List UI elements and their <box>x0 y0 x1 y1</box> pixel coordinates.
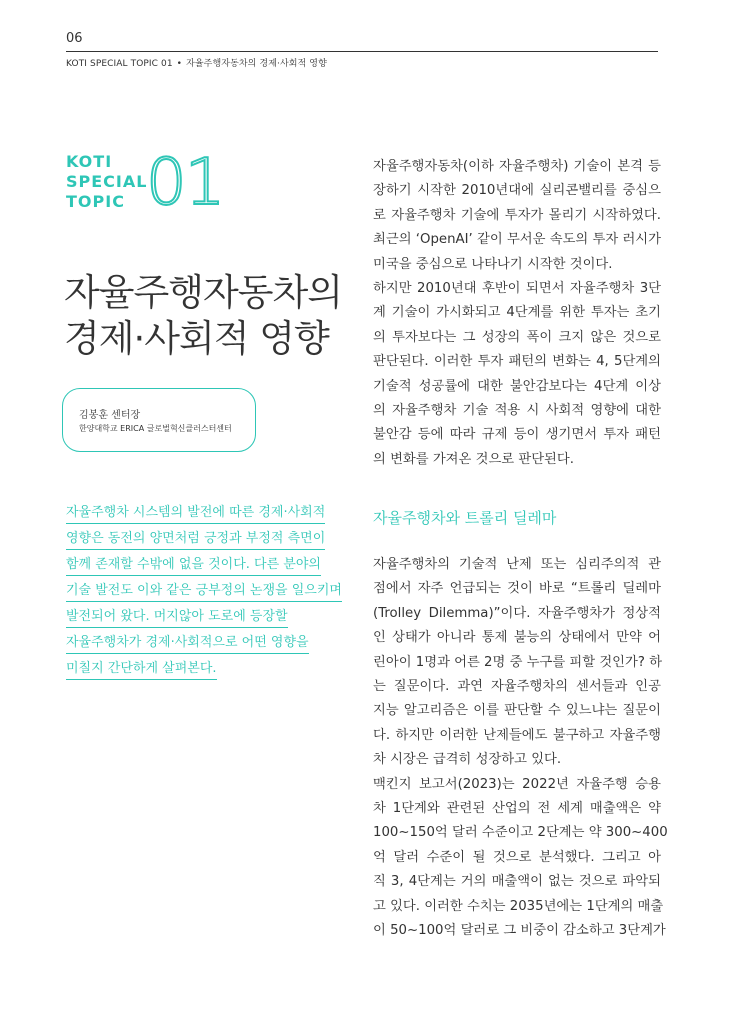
body-line: 고 있다. 이러한 수치는 2035년에는 1단계의 매출 <box>373 898 664 914</box>
summary-line: 미칠지 간단하게 살펴본다. <box>66 659 217 680</box>
body-line: 계 기술이 가시화되고 4단계를 위한 투자는 초기 <box>373 305 661 321</box>
topic-label-line: SPECIAL <box>66 172 148 191</box>
body-line: 자율주행자동차(이하 자율주행차) 기술이 본격 등 <box>373 159 661 174</box>
body-line: 는 질문이다. 과연 자율주행차의 센서들과 인공 <box>373 679 661 695</box>
title-line: 경제·사회적 영향 <box>64 317 329 360</box>
page-number: 06 <box>66 31 83 46</box>
body-line: 이 50~100억 달러로 그 비중이 감소하고 3단계가 <box>373 923 666 939</box>
body-line: 직 3, 4단계는 거의 매출액이 없는 것으로 파악되 <box>373 874 661 890</box>
running-head <box>66 56 327 69</box>
summary <box>66 501 342 683</box>
body-paragraph-2 <box>373 553 668 944</box>
author-affiliation: 한양대학교 ERICA 글로벌혁신클러스터센터 <box>79 424 232 433</box>
topic-label <box>66 152 156 212</box>
body-line: 판단된다. 이러한 투자 패턴의 변화는 4, 5단계의 <box>373 354 661 370</box>
body-line: (Trolley Dilemma)”이다. 자율주행차가 정상적 <box>373 605 661 621</box>
author-name: 김봉훈 센터장 <box>79 410 141 421</box>
body-line: 다. 하지만 이러한 난제들에도 불구하고 자율주행 <box>373 727 661 743</box>
summary-line: 발전되어 왔다. 머지않아 도로에 등장할 <box>66 607 288 628</box>
body-line: 점에서 자주 언급되는 것이 바로 “트롤리 딜레마 <box>373 581 661 597</box>
summary-line: 기술 발전도 이와 같은 긍부정의 논쟁을 일으키며 <box>66 581 342 602</box>
body-line: 로 자율주행차 기술에 투자가 몰리기 시작하였다. <box>373 207 661 223</box>
body-line: 인 상태가 아니라 통제 불능의 상태에서 만약 어 <box>373 630 661 646</box>
summary-line: 함께 존재할 수밖에 없을 것이다. 다른 분야의 <box>66 555 321 576</box>
body-line: 차 시장은 급격히 성장하고 있다. <box>373 752 562 768</box>
body-line: 미국을 중심으로 나타나기 시작한 것이다. <box>373 256 613 272</box>
summary-line: 영향은 동전의 양면처럼 긍정과 부정적 측면이 <box>66 529 325 550</box>
header-rule <box>66 51 658 52</box>
body-line: 최근의 ‘OpenAI’ 같이 무서운 속도의 투자 러시가 <box>373 232 661 248</box>
body-line: 100~150억 달러 수준이고 2단계는 약 300~400 <box>373 825 668 841</box>
section-heading: 자율주행차와 트롤리 딜레마 <box>373 509 557 527</box>
article-title-short: 자율주행자동차의 경제·사회적 영향 <box>186 59 327 69</box>
body-line: 불안감 등에 따라 규제 등이 생기면서 투자 패턴 <box>373 427 661 443</box>
body-line: 하지만 2010년대 후반이 되면서 자율주행차 3단 <box>373 281 661 297</box>
topic-label-line: TOPIC <box>66 192 125 211</box>
separator: • <box>176 59 183 69</box>
title-line: 자율주행자동차의 <box>64 271 342 314</box>
summary-line: 자율주행차가 경제·사회적으로 어떤 영향을 <box>66 633 309 654</box>
body-line: 의 투자보다는 그 성장의 폭이 크지 않은 것으로 <box>373 329 661 345</box>
body-line: 기술적 성공률에 대한 불안감보다는 4단계 이상 <box>373 378 661 394</box>
summary-line: 자율주행차 시스템의 발전에 따른 경제·사회적 <box>66 503 325 524</box>
body-paragraph-1 <box>373 155 661 472</box>
body-line: 의 변화를 가져온 것으로 판단된다. <box>373 451 574 467</box>
body-line: 장하기 시작한 2010년대에 실리콘밸리를 중심으 <box>373 183 661 199</box>
series-name: KOTI SPECIAL TOPIC 01 <box>66 59 173 69</box>
body-line: 지능 알고리즘은 이를 판단할 수 있느냐는 질문이 <box>373 703 661 719</box>
body-line: 맥킨지 보고서(2023)는 2022년 자율주행 승용 <box>373 776 661 792</box>
body-line: 자율주행차의 기술적 난제 또는 심리주의적 관 <box>373 557 661 572</box>
body-line: 의 자율주행차 기술 적용 시 사회적 영향에 대한 <box>373 403 661 419</box>
topic-label-line: KOTI <box>66 152 113 171</box>
topic-number: 01 <box>146 146 224 220</box>
page-title <box>64 270 364 362</box>
body-line: 린아이 1명과 어른 2명 중 누구를 피할 것인가? 하 <box>373 654 662 670</box>
author-box <box>62 388 256 452</box>
body-line: 억 달러 수준이 될 것으로 분석했다. 그리고 아 <box>373 849 661 865</box>
body-line: 차 1단계와 관련된 산업의 전 세계 매출액은 약 <box>373 801 661 817</box>
